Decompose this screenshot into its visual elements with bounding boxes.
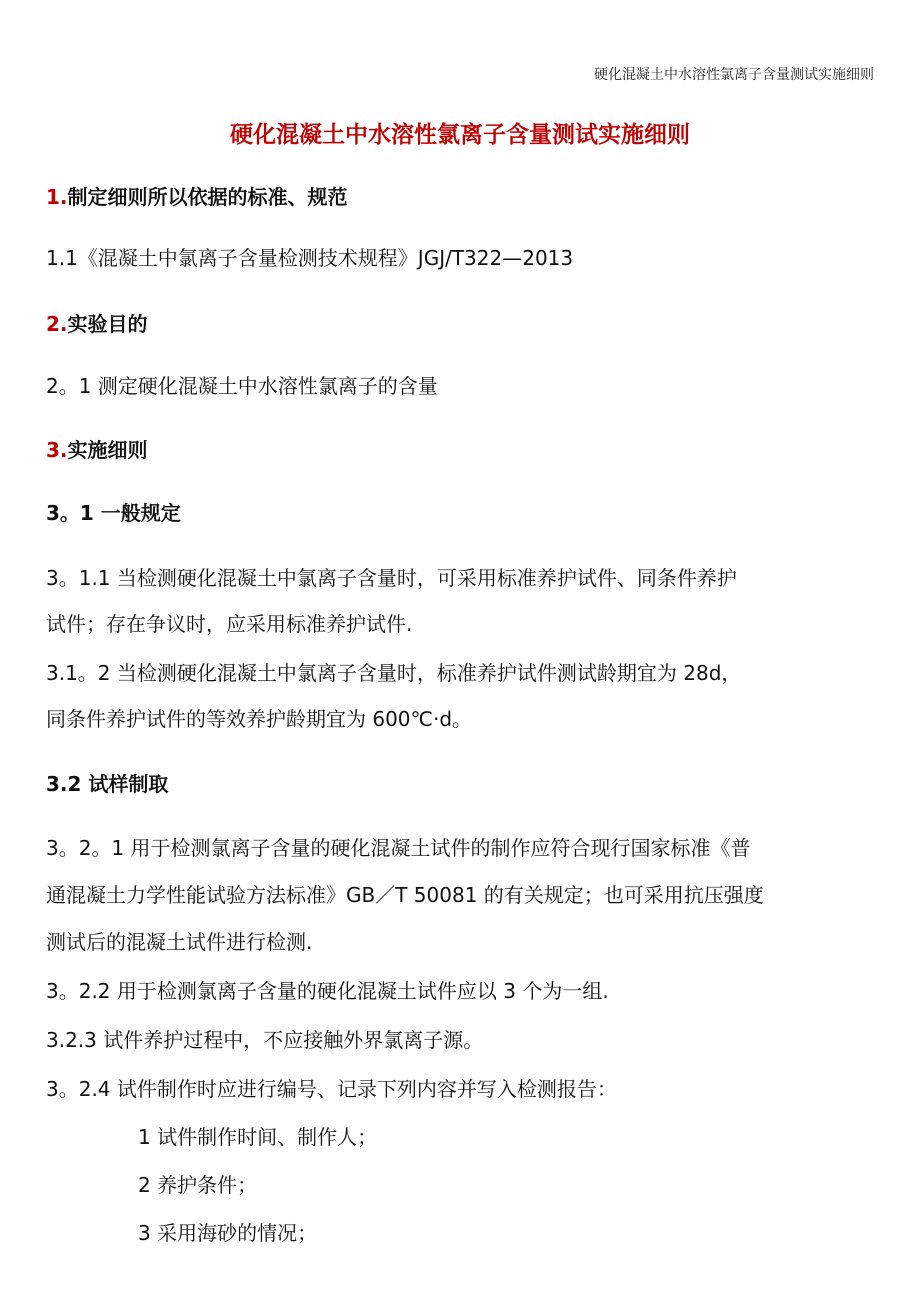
section-1-number: 1. <box>46 185 68 209</box>
section-2-heading <box>46 310 148 338</box>
paragraph-3-2-1-line-3: 测试后的混凝土试件进行检测. <box>46 930 313 954</box>
running-header: 硬化混凝土中水溶性氯离子含量测试实施细则 <box>594 67 874 83</box>
subsection-3-1-heading: 3。1 一般规定 <box>46 501 181 525</box>
paragraph-3-2-1-line-2: 通混凝土力学性能试验方法标准》GB／T 50081 的有关规定；也可采用抗压强度 <box>46 883 764 907</box>
list-item: 3 采用海砂的情况； <box>138 1221 318 1245</box>
paragraph-3-2-2: 3。2.2 用于检测氯离子含量的硬化混凝土试件应以 3 个为一组. <box>46 979 609 1003</box>
section-2-paragraph: 2。1 测定硬化混凝土中水溶性氯离子的含量 <box>46 374 438 398</box>
section-1-paragraph: 1.1《混凝土中氯离子含量检测技术规程》JGJ/T322—2013 <box>46 246 574 270</box>
paragraph-3-1-1-line-2: 试件；存在争议时，应采用标准养护试件. <box>46 612 413 636</box>
paragraph-3-2-3: 3.2.3 试件养护过程中，不应接触外界氯离子源。 <box>46 1028 484 1052</box>
paragraph-3-2-4: 3。2.4 试件制作时应进行编号、记录下列内容并写入检测报告： <box>46 1077 617 1101</box>
list-item: 1 试件制作时间、制作人； <box>138 1125 378 1149</box>
list-item: 2 养护条件； <box>138 1173 258 1197</box>
section-2-number: 2. <box>46 312 68 336</box>
paragraph-3-1-2-line-1: 3.1。2 当检测硬化混凝土中氯离子含量时，标准养护试件测试龄期宜为 28d， <box>46 661 742 685</box>
section-3-number: 3. <box>46 438 68 462</box>
section-3-heading-text: 实施细则 <box>67 438 148 462</box>
paragraph-3-1-2-line-2: 同条件养护试件的等效养护龄期宜为 600℃·d。 <box>46 707 473 731</box>
section-1-heading-text: 制定细则所以依据的标准、规范 <box>67 185 348 209</box>
paragraph-3-1-1-line-1: 3。1.1 当检测硬化混凝土中氯离子含量时，可采用标准养护试件、同条件养护 <box>46 566 737 590</box>
section-1-heading <box>46 183 348 211</box>
section-2-heading-text: 实验目的 <box>67 312 148 336</box>
subsection-3-2-heading: 3.2 试样制取 <box>46 772 169 796</box>
document-title: 硬化混凝土中水溶性氯离子含量测试实施细则 <box>230 122 690 148</box>
section-3-heading <box>46 436 148 464</box>
paragraph-3-2-1-line-1: 3。2。1 用于检测氯离子含量的硬化混凝土试件的制作应符合现行国家标准《普 <box>46 836 751 860</box>
